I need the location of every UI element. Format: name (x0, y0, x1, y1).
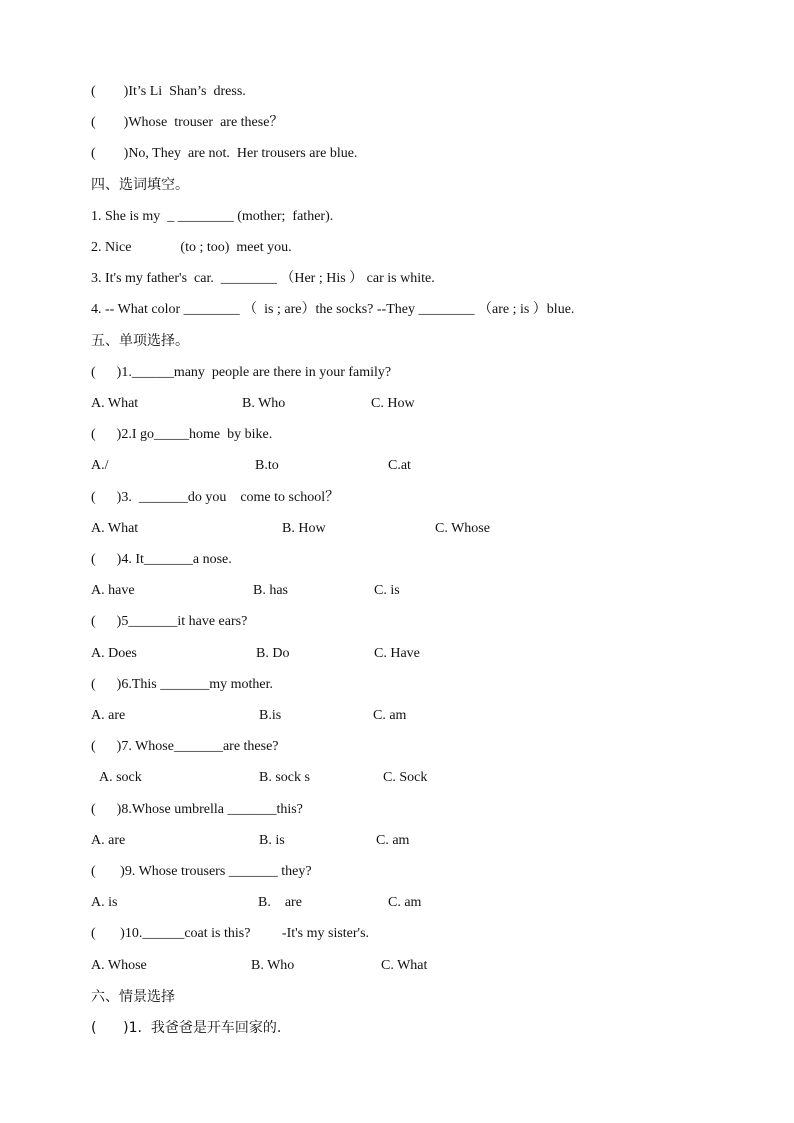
option-b: B. has (253, 583, 288, 598)
option-b: B.is (259, 708, 282, 723)
matching-item-text: ( )Whose trouser are these？ (91, 115, 284, 130)
option-b: B.to (255, 458, 279, 473)
option-c: C. Sock (383, 770, 428, 785)
fill-item-2 (0, 237, 794, 259)
section-6-title (0, 986, 794, 1008)
question-stem-text: ( )8.Whose umbrella _______this? (91, 802, 303, 817)
question-3-stem (0, 487, 794, 509)
question-stem-text: ( )1.______many people are there in your family? (91, 365, 392, 380)
option-a: A. Does (91, 646, 137, 661)
question-8-stem (0, 799, 794, 821)
option-b: B. Who (242, 396, 286, 411)
question-7-stem (0, 736, 794, 758)
option-c: C. Whose (435, 521, 490, 536)
question-7-options (0, 767, 794, 789)
question-3-options (0, 518, 794, 540)
question-4-options (0, 580, 794, 602)
situation-item-1 (0, 1017, 794, 1039)
option-a: A. Whose (91, 958, 147, 973)
fill-item-3 (0, 268, 794, 290)
section-title-text: 四、选词填空。 (91, 177, 189, 193)
question-stem-text: ( )4. It_______a nose. (91, 552, 232, 567)
option-a: A. What (91, 521, 139, 536)
question-6-stem (0, 674, 794, 696)
question-2-stem (0, 424, 794, 446)
section-title-text: 五、单项选择。 (91, 333, 189, 349)
question-1-stem (0, 362, 794, 384)
question-4-stem (0, 549, 794, 571)
question-10-stem (0, 923, 794, 945)
option-a: A. are (91, 833, 126, 848)
option-c: C. am (376, 833, 410, 848)
option-c: C. am (373, 708, 407, 723)
option-c: C.at (388, 458, 411, 473)
question-6-options (0, 705, 794, 727)
matching-item-3 (0, 143, 794, 165)
option-b: B. sock s (259, 770, 310, 785)
situation-item-text: ( )1. 我爸爸是开车回家的. (91, 1020, 282, 1036)
question-stem-text: ( )5_______it have ears? (91, 614, 248, 629)
option-a: A. What (91, 396, 139, 411)
question-1-options (0, 393, 794, 415)
option-a: A. are (91, 708, 126, 723)
fill-item-text: 3. It's my father's car. ________ （Her ; His ） car is white. (91, 271, 435, 286)
question-9-options (0, 892, 794, 914)
question-2-options (0, 455, 794, 477)
question-9-stem (0, 861, 794, 883)
option-a: A. sock (99, 770, 142, 785)
option-b: B. Who (251, 958, 295, 973)
question-8-options (0, 830, 794, 852)
question-stem-text: ( )2.I go_____home by bike. (91, 427, 273, 442)
option-b: B. How (282, 521, 326, 536)
question-10-options (0, 955, 794, 977)
question-stem-text: ( )3. _______do you come to school？ (91, 490, 340, 505)
question-5-options (0, 643, 794, 665)
fill-item-text: 1. She is my _ ________ (mother; father). (91, 209, 334, 224)
fill-item-1 (0, 206, 794, 228)
question-stem-text: ( )9. Whose trousers _______ they? (91, 864, 312, 879)
option-a: A. is (91, 895, 118, 910)
fill-item-4 (0, 299, 794, 321)
question-stem-text: ( )6.This _______my mother. (91, 677, 273, 692)
matching-item-text: ( )No, They are not. Her trousers are blue. (91, 146, 358, 161)
option-c: C. Have (374, 646, 420, 661)
matching-item-2 (0, 112, 794, 134)
option-c: C. am (388, 895, 422, 910)
option-b: B. Do (256, 646, 290, 661)
option-a: A. have (91, 583, 135, 598)
fill-item-text: 4. -- What color ________ （ is ; are）the socks? --They ________ （are ; is ）blue. (91, 302, 575, 317)
option-b: B. is (259, 833, 285, 848)
section-5-title (0, 330, 794, 352)
matching-item-1 (0, 81, 794, 103)
question-stem-text: ( )10.______coat is this? -It's my sister's. (91, 926, 370, 941)
section-title-text: 六、情景选择 (91, 989, 175, 1005)
option-c: C. How (371, 396, 415, 411)
option-c: C. is (374, 583, 400, 598)
option-b: B. are (258, 895, 302, 910)
question-5-stem (0, 611, 794, 633)
question-stem-text: ( )7. Whose_______are these? (91, 739, 279, 754)
fill-item-text: 2. Nice (to ; too) meet you. (91, 240, 292, 255)
option-a: A./ (91, 458, 109, 473)
matching-item-text: ( )It’s Li Shan’s dress. (91, 84, 246, 99)
option-c: C. What (381, 958, 428, 973)
section-4-title (0, 174, 794, 196)
